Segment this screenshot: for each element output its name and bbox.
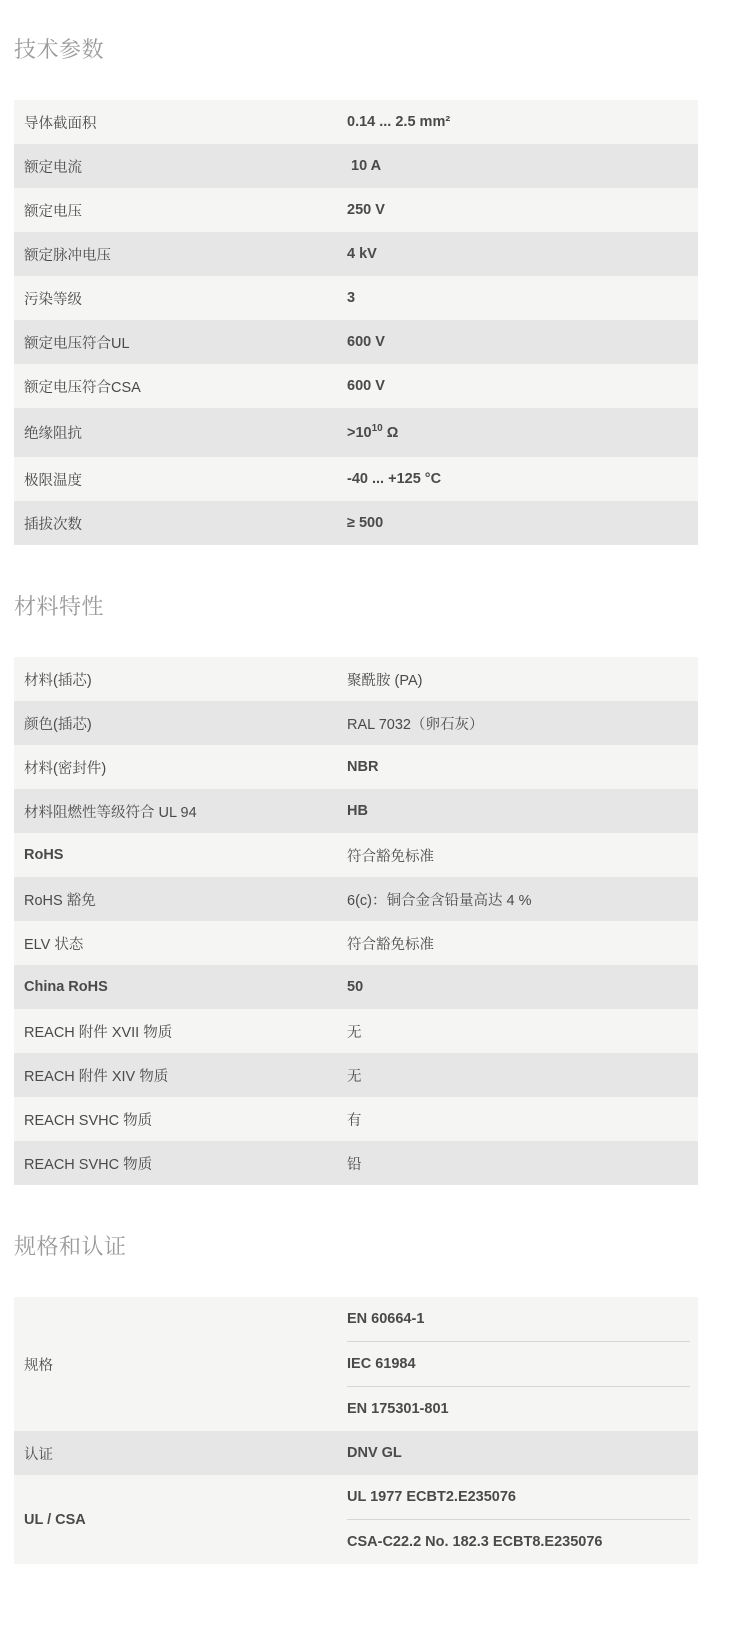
row-value: 符合豁免标准 (347, 936, 434, 953)
row-values (347, 1297, 698, 1431)
row-label: 材料(插芯) (24, 672, 92, 689)
value-line: EN 60664-1 (347, 1297, 690, 1342)
row-label: 额定电流 (24, 159, 82, 176)
row-value: 0.14 ... 2.5 mm² (347, 114, 451, 130)
table-row (14, 408, 698, 457)
table-row (14, 501, 698, 545)
row-value: 无 (347, 1068, 362, 1085)
table-row (14, 276, 698, 320)
table-row (14, 745, 698, 789)
table-row (14, 100, 698, 144)
table-row (14, 457, 698, 501)
row-label: 额定电压符合UL (24, 335, 130, 352)
row-value: NBR (347, 759, 379, 775)
value-line: UL 1977 ECBT2.E235076 (347, 1475, 690, 1520)
row-label: 绝缘阻抗 (24, 426, 82, 442)
table-row (14, 364, 698, 408)
row-label: RoHS (24, 847, 64, 863)
row-label: 材料阻燃性等级符合 UL 94 (24, 804, 197, 821)
row-value: 3 (347, 290, 356, 306)
row-value: 10 A (347, 158, 382, 174)
row-value: 聚酰胺 (PA) (347, 672, 423, 689)
table-row (14, 921, 698, 965)
row-label: 污染等级 (24, 291, 82, 308)
table-row (14, 1141, 698, 1185)
section-title-standards: 规格和认证 (14, 1234, 127, 1259)
row-label: REACH 附件 XIV 物质 (24, 1068, 169, 1085)
table-row (14, 877, 698, 921)
table-row (14, 232, 698, 276)
row-label: 额定脉冲电压 (24, 247, 111, 264)
row-value (347, 422, 698, 441)
table-row (14, 1475, 698, 1564)
table-row (14, 1431, 698, 1475)
row-label: 插拔次数 (24, 516, 82, 533)
table-row (14, 1053, 698, 1097)
row-label: 颜色(插芯) (24, 716, 92, 733)
row-label: ELV 状态 (24, 936, 84, 953)
row-label: RoHS 豁免 (24, 892, 96, 909)
row-values (347, 1475, 698, 1564)
table-row (14, 789, 698, 833)
table-row (14, 1097, 698, 1141)
table-row (14, 1297, 698, 1431)
value-line: IEC 61984 (347, 1342, 690, 1387)
row-label: REACH 附件 XVII 物质 (24, 1024, 173, 1041)
material-table (14, 657, 698, 1185)
row-value: 无 (347, 1024, 362, 1041)
row-value: 铅 (347, 1156, 362, 1173)
row-label: UL / CSA (24, 1511, 86, 1528)
table-row (14, 320, 698, 364)
row-value: 4 kV (347, 246, 377, 262)
section-title-tech-params: 技术参数 (14, 37, 105, 62)
row-value: -40 ... +125 °C (347, 471, 442, 487)
row-value: HB (347, 803, 368, 819)
row-value: 250 V (347, 202, 385, 218)
table-row (14, 657, 698, 701)
row-value: 6(c)：铜合金含铅量高达 4 % (347, 892, 532, 909)
row-value: ≥ 500 (347, 515, 384, 531)
row-label: 极限温度 (24, 472, 82, 489)
row-value: DNV GL (347, 1445, 402, 1461)
standards-table (14, 1297, 698, 1564)
row-label: 材料(密封件) (24, 760, 107, 777)
row-label: China RoHS (24, 979, 108, 995)
section-title-material: 材料特性 (14, 594, 105, 619)
row-label: REACH SVHC 物质 (24, 1112, 153, 1129)
row-value: 有 (347, 1112, 362, 1129)
table-row (14, 701, 698, 745)
row-label: 导体截面积 (24, 115, 97, 132)
value-unit: Ω (382, 424, 399, 441)
table-row (14, 144, 698, 188)
row-value: 符合豁免标准 (347, 848, 434, 865)
row-value: RAL 7032（卵石灰） (347, 716, 484, 733)
table-row (14, 833, 698, 877)
row-label: 额定电压 (24, 203, 82, 220)
row-label: 额定电压符合CSA (24, 379, 141, 396)
row-value: 600 V (347, 378, 385, 394)
value-line: EN 175301-801 (347, 1401, 449, 1417)
table-row (14, 965, 698, 1009)
table-row (14, 188, 698, 232)
row-value: 50 (347, 979, 364, 995)
value-base: >10 (347, 424, 372, 441)
row-label: 规格 (24, 1357, 53, 1374)
row-value: 600 V (347, 334, 385, 350)
tech-params-table (14, 100, 698, 545)
table-row (14, 1009, 698, 1053)
row-label: REACH SVHC 物质 (24, 1156, 153, 1173)
row-label: 认证 (24, 1446, 53, 1463)
value-line: CSA-C22.2 No. 182.3 ECBT8.E235076 (347, 1534, 603, 1550)
value-exponent: 10 (371, 422, 383, 434)
